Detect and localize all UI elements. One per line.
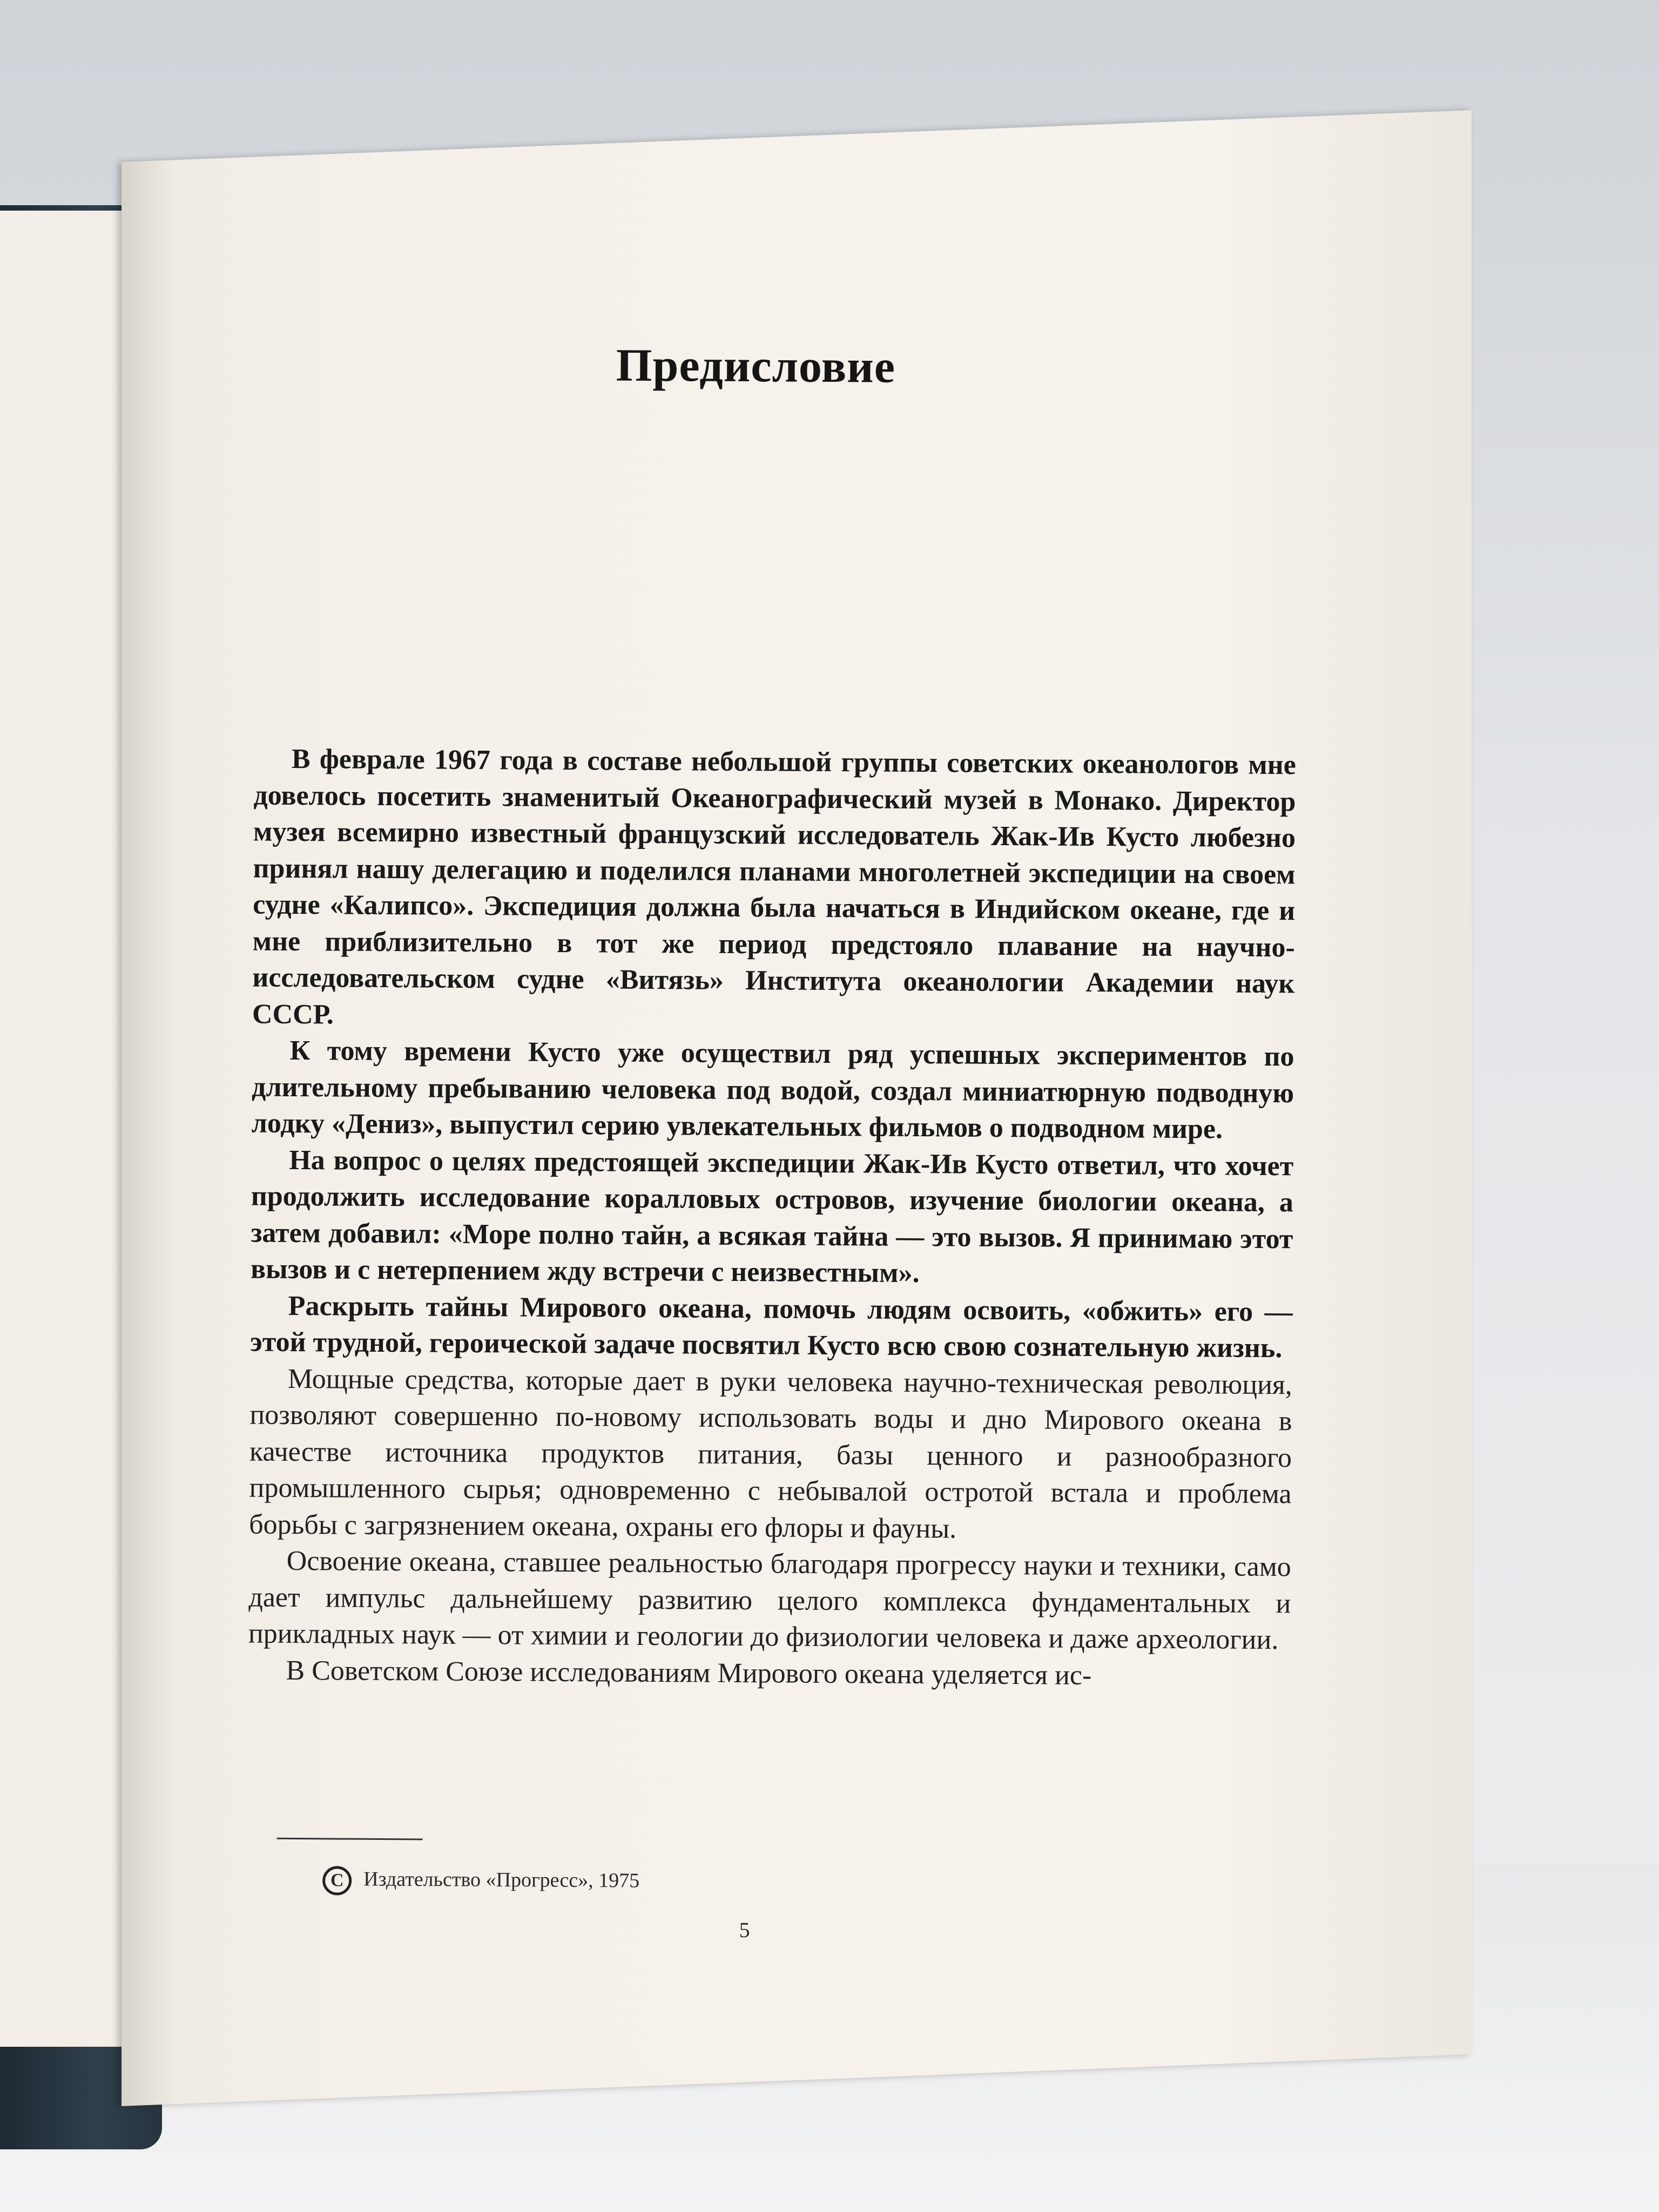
page-number: 5 xyxy=(739,1918,750,1943)
paragraph-6: Освоение океана, ставшее реальностью благодаря прогрессу науки и техники, само дает импульс дальнейшему развитию целого комплекса фундаментальных и прикладных наук — от химии и геологии до физиологии человека и даже археологии. xyxy=(248,1545,1291,1656)
paragraph-7: В Советском Союзе исследованиям Мирового океана уделяется ис- xyxy=(286,1655,1092,1691)
paragraph-3: На вопрос о целях предстоящей экспедиции Жак-Ив Кусто ответил, что хочет продолжить исследование коралловых островов, изучение биологии океана, а затем добавил: «Море полно тайн, а всякая тайна — это вызов. Я принимаю этот вызов и с нетерпением жду встречи с неизвестным». xyxy=(250,1144,1294,1289)
page-title: Предисловие xyxy=(616,339,896,393)
paragraph-1: В феврале 1967 года в составе небольшой группы советских океанологов мне довелось посетить знаменитый Океанографический музей в Монако. Директор музея всемирно известный французский исследователь Жак-Ив Кусто любезно принял нашу делегацию и поделился планами многолетней экспедиции на своем судне «Калипсо». Экспедиция должна была начаться в Индийском океане, где и мне приблизительно в тот же период предстояло плавание на научно-исследовательском судне «Витязь» Института океанологии Академии наук СССР. xyxy=(252,743,1296,1030)
paragraph-5: Мощные средства, которые дает в руки человека научно-техническая революция, позволяют совершенно по-новому использовать воды и дно Мирового океана в качестве источника продуктов питания, базы ценного и разнообразного промышленного сырья; одновременно с небывалой остротой встала и проблема борьбы с загрязнением океана, охраны его флоры и фауны. xyxy=(249,1363,1292,1544)
paragraph-4: Раскрыть тайны Мирового океана, помочь людям освоить, «обжить» его — этой трудной, героической задаче посвятил Кусто всю свою сознательную жизнь. xyxy=(250,1290,1293,1364)
footnote-text: Издательство «Прогресс», 1975 xyxy=(363,1867,640,1892)
page-content xyxy=(112,302,1472,1943)
footnote-divider xyxy=(277,1838,423,1840)
body-text xyxy=(248,741,1296,1695)
copyright-icon: C xyxy=(322,1866,352,1895)
paragraph-2: К тому времени Кусто уже осуществил ряд успешных экспериментов по длительному пребыванию человека под водой, создал миниатюрную подводную лодку «Дениз», выпустил серию увлекательных фильмов о подводном мире. xyxy=(251,1035,1294,1145)
footnote xyxy=(322,1866,639,1897)
